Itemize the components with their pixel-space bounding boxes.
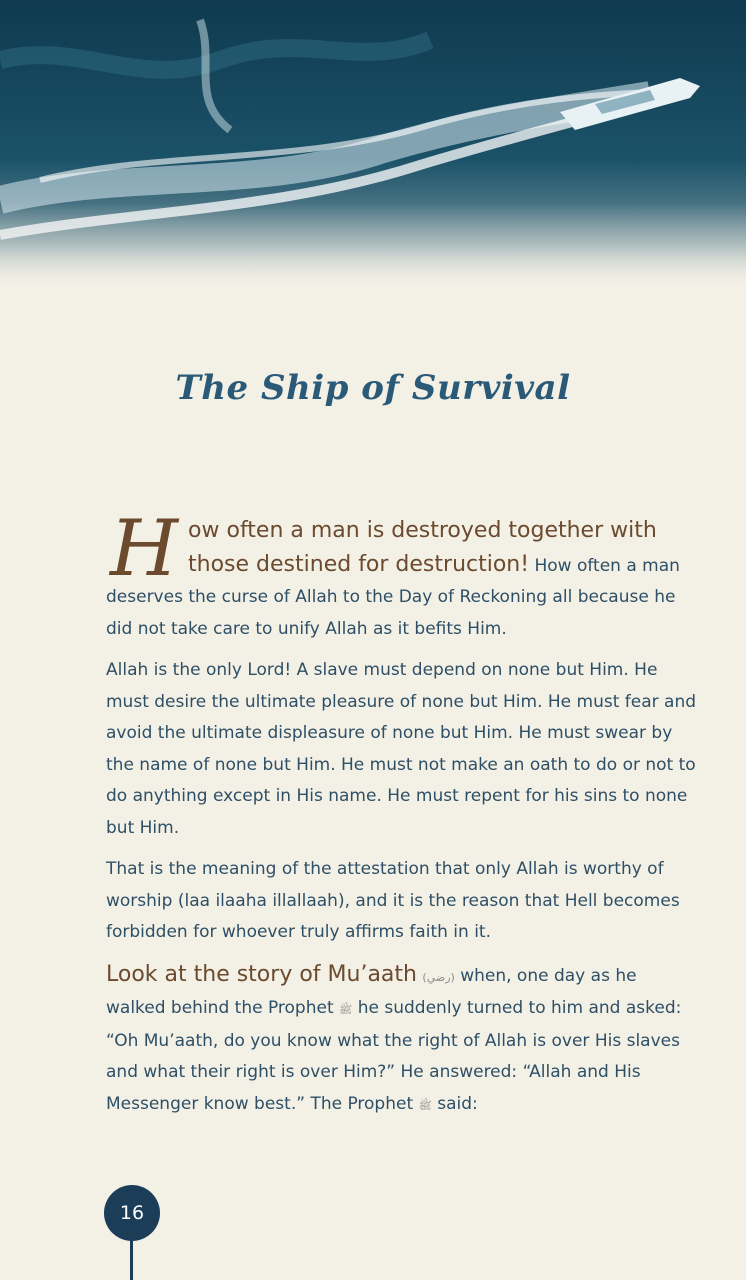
paragraph-3: That is the meaning of the attestation that only Allah is worthy of worship (laa ilaaha illallaah), and it is the reason that Hell becomes forbidden for whoever truly affirms faith in it.: [106, 859, 680, 942]
honorific-icon: (رضي): [422, 970, 455, 984]
paragraph-4-text-a: when, one day as he walked behind the Prophet: [106, 965, 637, 1018]
paragraph-1: [106, 504, 698, 645]
ocean-speedboat-wake-photo: [0, 0, 746, 290]
page-number-stem: [130, 1238, 133, 1280]
paragraph-4-text-b: he suddenly turned to him and asked: “Oh Mu’aath, do you know what the right of Allah is over His slaves and what their right is over Him?” He answered: “Allah and His Messenger know best.” The Prophet: [106, 998, 682, 1114]
page-number-badge: [104, 1185, 160, 1241]
honorific-icon: ﷺ: [339, 1003, 353, 1016]
drop-cap: H: [110, 504, 179, 594]
paragraph-4: [106, 959, 698, 1122]
page-number: 16: [119, 1202, 145, 1224]
story-lead: Look at the story of Mu’aath: [106, 961, 417, 987]
paragraph-1-text: How often a man deserves the curse of Allah to the Day of Reckoning all because he did not take care to unify Allah as it befits Him.: [106, 555, 680, 639]
paragraph-4-text-c: said:: [431, 1093, 478, 1114]
body-text: [106, 504, 698, 1131]
paragraph-2: Allah is the only Lord! A slave must depend on none but Him. He must desire the ultimate pleasure of none but Him. He must fear and avoid the ultimate displeasure of none but Him. He must swear by the name of none but Him. He must not make an oath to do or not to do anything except in His name. He must repent for his sins to none but Him.: [106, 660, 697, 838]
page-title: The Ship of Survival: [175, 368, 571, 408]
honorific-icon: ﷺ: [418, 1098, 432, 1112]
lead-sentence: ow often a man is destroyed together with those destined for destruction!: [188, 518, 657, 577]
